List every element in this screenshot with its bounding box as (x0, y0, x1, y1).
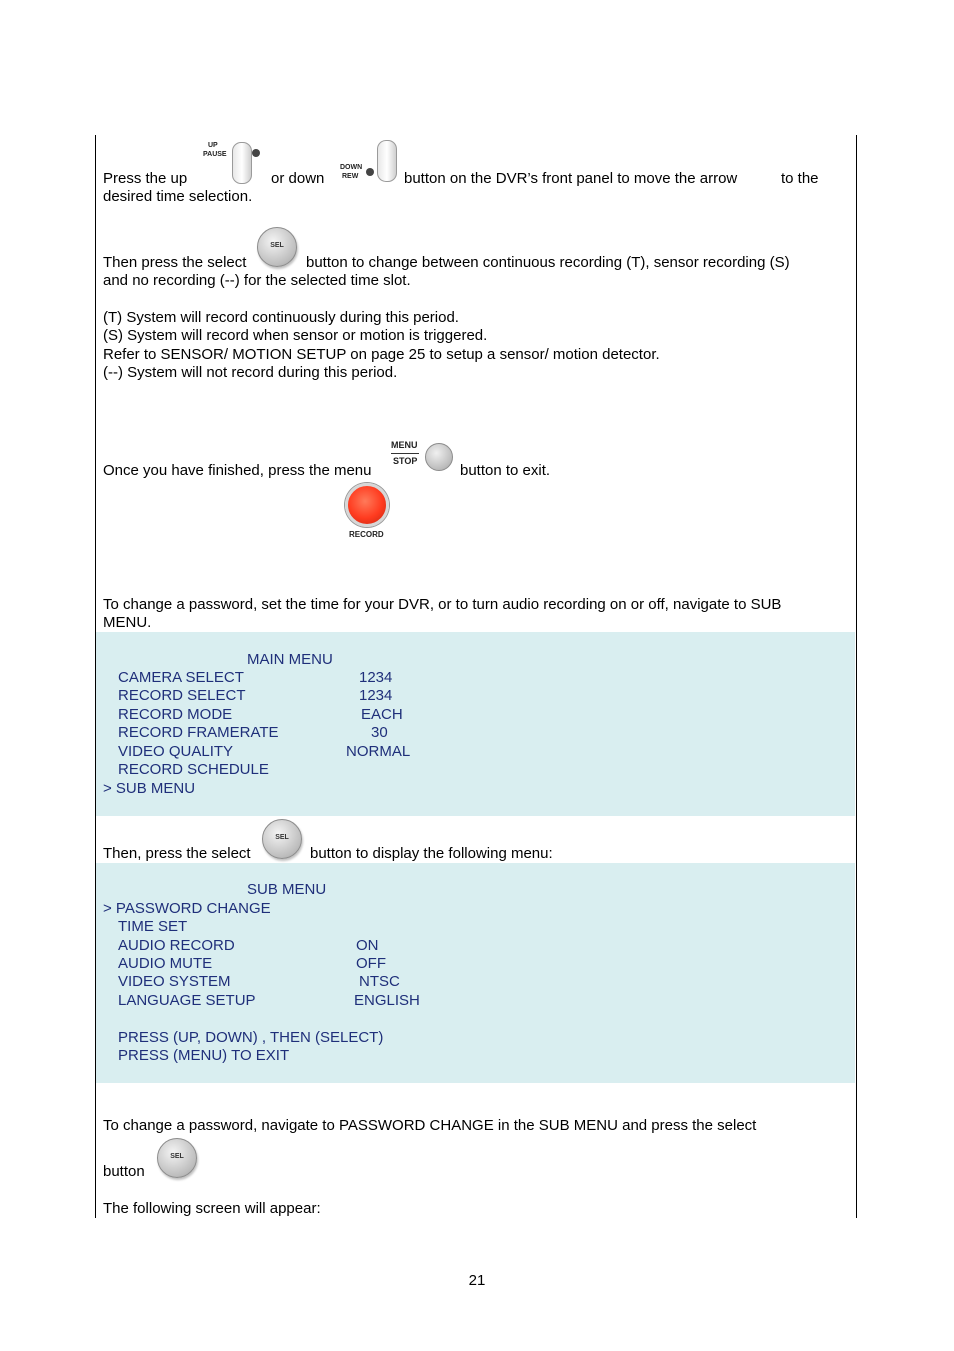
sub-menu-item-value: ENGLISH (354, 992, 420, 1009)
p4-text-b: button to exit. (460, 462, 551, 479)
main-menu-item-value: 30 (371, 724, 388, 741)
record-mode-s: (S) System will record when sensor or motion is triggered. (103, 327, 488, 344)
sub-menu-item-label: AUDIO RECORD (118, 937, 235, 954)
p7-text-line2: button (103, 1163, 145, 1180)
main-menu-item-label: RECORD FRAMERATE (118, 724, 279, 741)
p1-text-line2: desired time selection. (103, 188, 253, 205)
sub-menu-item-value: NTSC (359, 973, 400, 990)
sensor-setup-ref: Refer to SENSOR/ MOTION SETUP on page 25 to setup a sensor/ motion detector. (103, 346, 660, 363)
p2-text-b: button to change between continuous recording (T), sensor recording (S) (306, 254, 790, 271)
p5-text-line2: MENU. (103, 614, 152, 631)
p2-text-a: Then press the select (103, 254, 247, 271)
main-menu-item-label: RECORD SCHEDULE (118, 761, 269, 778)
p8-text: The following screen will appear: (103, 1200, 321, 1217)
p4-text-a: Once you have finished, press the menu (103, 462, 372, 479)
main-menu-item-label: RECORD SELECT (118, 687, 246, 704)
main-menu-item-value: 1234 (359, 687, 393, 704)
main-menu-item-label: RECORD MODE (118, 706, 233, 723)
p6-text-a: Then, press the select (103, 845, 251, 862)
sub-menu-item-value: OFF (356, 955, 386, 972)
sub-menu-hint: PRESS (UP, DOWN) , THEN (SELECT) (118, 1029, 384, 1046)
sub-menu-item-label: VIDEO SYSTEM (118, 973, 231, 990)
p5-text-line1: To change a password, set the time for your DVR, or to turn audio recording on or off, navigate to SUB (103, 596, 782, 613)
main-menu-item-value: EACH (361, 706, 403, 723)
p6-text-b: button to display the following menu: (310, 845, 553, 862)
p1-text-d: to the (781, 170, 819, 187)
select-button-icon: SEL (262, 819, 302, 859)
page-number: 21 (468, 1272, 486, 1289)
p1-text-b: or down (271, 170, 325, 187)
sub-menu-item-label: LANGUAGE SETUP (118, 992, 256, 1009)
main-menu-item-label: VIDEO QUALITY (118, 743, 234, 760)
p2-text-line2: and no recording (--) for the selected time slot. (103, 272, 411, 289)
main-menu-item-value: NORMAL (346, 743, 411, 760)
sub-menu-title: SUB MENU (247, 881, 327, 898)
sub-menu-item-value: ON (356, 937, 379, 954)
main-menu-item-label: CAMERA SELECT (118, 669, 244, 686)
sub-menu-item-label: AUDIO MUTE (118, 955, 213, 972)
select-button-icon: SEL (257, 227, 297, 267)
p7-text-line1: To change a password, navigate to PASSWORD CHANGE in the SUB MENU and press the select (103, 1117, 757, 1134)
select-button-icon: SEL (157, 1138, 197, 1178)
p1-text-a: Press the up (103, 170, 188, 187)
sub-menu-selected-item: > PASSWORD CHANGE (103, 900, 271, 917)
record-mode-none: (--) System will not record during this period. (103, 364, 398, 381)
record-mode-t: (T) System will record continuously during this period. (103, 309, 459, 326)
sub-menu-hint: PRESS (MENU) TO EXIT (118, 1047, 290, 1064)
main-menu-selected-item: > SUB MENU (103, 780, 196, 797)
sub-menu-item-label: TIME SET (118, 918, 188, 935)
main-menu-title: MAIN MENU (247, 651, 333, 668)
p1-text-c: button on the DVR’s front panel to move the arrow (404, 170, 738, 187)
main-menu-item-value: 1234 (359, 669, 393, 686)
